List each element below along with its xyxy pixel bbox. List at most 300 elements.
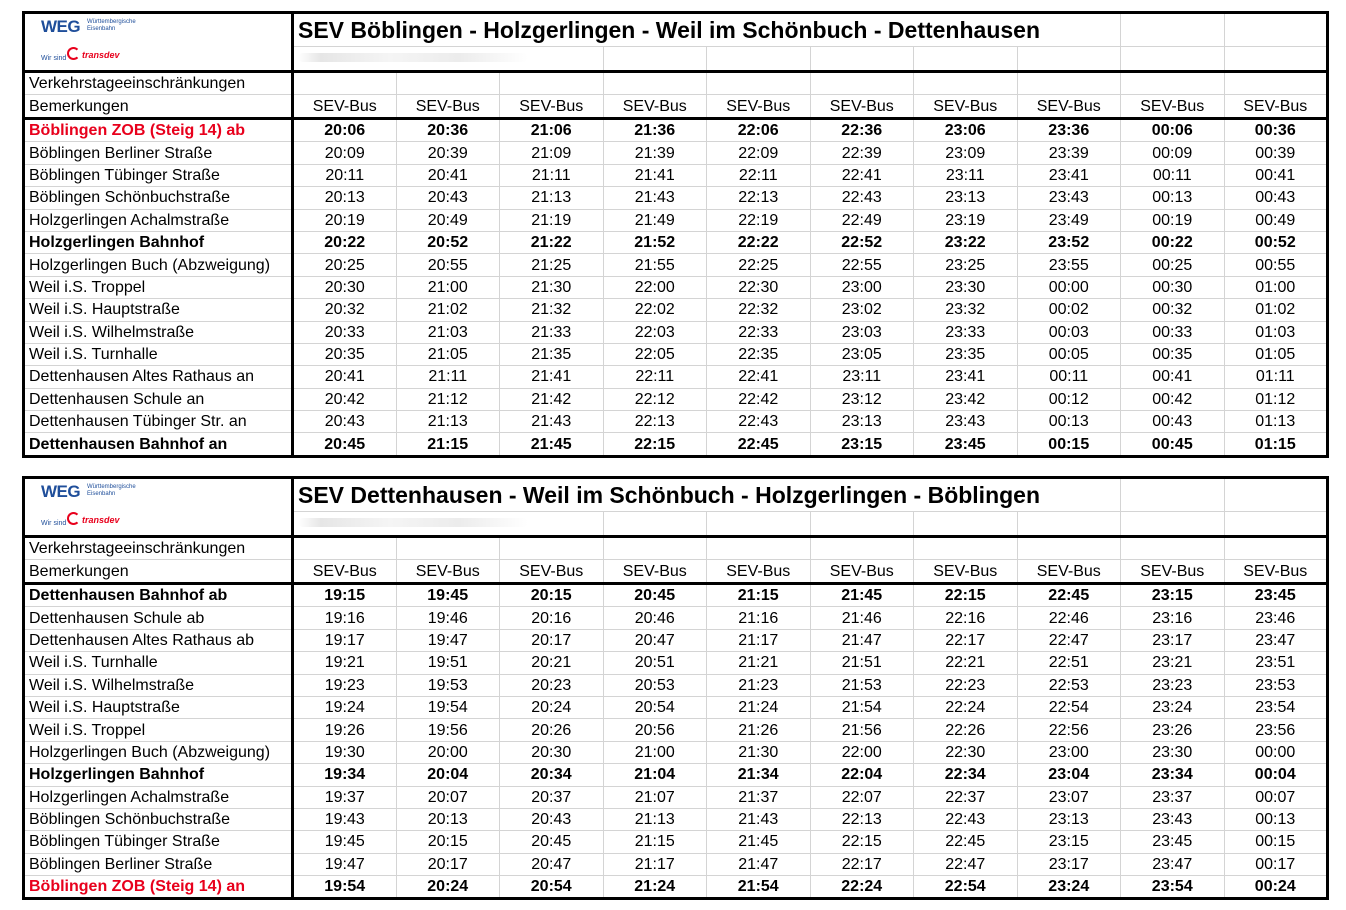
departure-time: 22:15	[810, 831, 914, 853]
departure-time: 00:07	[1224, 786, 1328, 808]
departure-time: 23:17	[1121, 629, 1225, 651]
departure-time: 21:51	[810, 652, 914, 674]
verkehrstage-cell	[707, 537, 811, 560]
departure-time: 23:30	[1121, 741, 1225, 763]
departure-time: 22:09	[707, 142, 811, 164]
verkehrstage-cell	[396, 72, 500, 95]
departure-time: 22:52	[810, 231, 914, 253]
stop-name: Weil i.S. Hauptstraße	[24, 299, 293, 321]
departure-time: 23:32	[914, 299, 1018, 321]
departure-time: 22:49	[810, 209, 914, 231]
departure-time: 20:22	[293, 231, 397, 253]
stop-row	[24, 321, 1328, 343]
departure-time: 23:15	[810, 433, 914, 456]
stop-name: Weil i.S. Wilhelmstraße	[24, 321, 293, 343]
stop-name: Böblingen Schönbuchstraße	[24, 808, 293, 830]
stop-name: Böblingen Berliner Straße	[24, 142, 293, 164]
departure-time: 22:25	[707, 254, 811, 276]
stop-name: Dettenhausen Altes Rathaus ab	[24, 629, 293, 651]
blank-cell	[707, 512, 811, 537]
departure-time: 20:46	[603, 607, 707, 629]
departure-time: 23:54	[1121, 876, 1225, 899]
departure-time: 22:26	[914, 719, 1018, 741]
weg-brand: WEG	[41, 17, 81, 36]
departure-time: 00:41	[1121, 366, 1225, 388]
departure-time: 21:35	[500, 343, 604, 365]
departure-time: 20:19	[293, 209, 397, 231]
departure-time: 21:15	[603, 831, 707, 853]
departure-time: 20:15	[500, 584, 604, 607]
departure-time: 22:51	[1017, 652, 1121, 674]
departure-time: 20:30	[500, 741, 604, 763]
departure-time: 00:25	[1121, 254, 1225, 276]
departure-time: 22:43	[914, 808, 1018, 830]
departure-time: 23:09	[914, 142, 1018, 164]
verkehrstage-cell	[293, 72, 397, 95]
departure-time: 20:49	[396, 209, 500, 231]
departure-time: 23:43	[1121, 808, 1225, 830]
train-type: SEV-Bus	[1224, 560, 1328, 584]
weg-brand-sub	[87, 484, 136, 498]
departure-time: 22:04	[810, 764, 914, 786]
departure-time: 20:41	[396, 164, 500, 186]
stop-name: Weil i.S. Wilhelmstraße	[24, 674, 293, 696]
departure-time: 22:34	[914, 764, 1018, 786]
departure-time: 22:32	[707, 299, 811, 321]
train-type: SEV-Bus	[500, 95, 604, 119]
departure-time: 21:47	[810, 629, 914, 651]
departure-time: 23:13	[810, 411, 914, 433]
blank-cell	[914, 512, 1018, 537]
departure-time: 22:45	[707, 433, 811, 456]
blank-cell	[1224, 47, 1328, 72]
stop-name: Holzgerlingen Buch (Abzweigung)	[24, 741, 293, 763]
departure-time: 19:21	[293, 652, 397, 674]
departure-time: 22:03	[603, 321, 707, 343]
departure-time: 20:26	[500, 719, 604, 741]
departure-time: 00:17	[1224, 853, 1328, 875]
stop-name: Böblingen Tübinger Straße	[24, 164, 293, 186]
departure-time: 20:47	[603, 629, 707, 651]
departure-time: 21:02	[396, 299, 500, 321]
timetable-title: SEV Böblingen - Holzgerlingen - Weil im Schönbuch - Dettenhausen	[293, 13, 1121, 47]
departure-time: 22:06	[707, 119, 811, 142]
train-type: SEV-Bus	[1224, 95, 1328, 119]
departure-time: 21:32	[500, 299, 604, 321]
departure-time: 21:03	[396, 321, 500, 343]
stop-name: Böblingen ZOB (Steig 14) an	[24, 876, 293, 899]
departure-time: 20:06	[293, 119, 397, 142]
blank-cell	[1224, 478, 1328, 512]
verkehrstage-cell	[293, 537, 397, 560]
departure-time: 20:13	[396, 808, 500, 830]
stop-name: Holzgerlingen Bahnhof	[24, 231, 293, 253]
stop-row	[24, 584, 1328, 607]
departure-time: 22:47	[1017, 629, 1121, 651]
departure-time: 20:45	[293, 433, 397, 456]
departure-time: 20:43	[293, 411, 397, 433]
wir-sind-text: Wir sind	[41, 55, 67, 62]
bemerkungen-row	[24, 560, 1328, 584]
departure-time: 21:45	[500, 433, 604, 456]
departure-time: 22:42	[707, 388, 811, 410]
departure-time: 00:55	[1224, 254, 1328, 276]
departure-time: 22:54	[1017, 696, 1121, 718]
departure-time: 00:04	[1224, 764, 1328, 786]
departure-time: 19:54	[396, 696, 500, 718]
weg-transdev-logo	[25, 479, 291, 535]
blank-cell	[1121, 478, 1225, 512]
stop-row	[24, 652, 1328, 674]
departure-time: 21:06	[500, 119, 604, 142]
departure-time: 22:15	[914, 584, 1018, 607]
departure-time: 23:25	[914, 254, 1018, 276]
weg-brand-sub	[87, 19, 136, 33]
departure-time: 21:42	[500, 388, 604, 410]
departure-time: 23:49	[1017, 209, 1121, 231]
departure-time: 20:39	[396, 142, 500, 164]
departure-time: 23:47	[1121, 853, 1225, 875]
departure-time: 20:23	[500, 674, 604, 696]
verkehrstage-label: Verkehrstageeinschränkungen	[24, 537, 293, 560]
departure-time: 21:54	[707, 876, 811, 899]
departure-time: 19:54	[293, 876, 397, 899]
stop-name: Holzgerlingen Achalmstraße	[24, 786, 293, 808]
departure-time: 19:47	[293, 853, 397, 875]
departure-time: 20:41	[293, 366, 397, 388]
departure-time: 01:13	[1224, 411, 1328, 433]
departure-time: 19:47	[396, 629, 500, 651]
departure-time: 19:56	[396, 719, 500, 741]
stop-row	[24, 119, 1328, 142]
blank-cell	[603, 47, 707, 72]
stop-row	[24, 366, 1328, 388]
departure-time: 23:21	[1121, 652, 1225, 674]
departure-time: 23:19	[914, 209, 1018, 231]
departure-time: 23:30	[914, 276, 1018, 298]
departure-time: 00:32	[1121, 299, 1225, 321]
transdev-text: transdev	[82, 515, 120, 525]
departure-time: 20:52	[396, 231, 500, 253]
departure-time: 21:11	[396, 366, 500, 388]
departure-time: 20:33	[293, 321, 397, 343]
stop-row	[24, 741, 1328, 763]
departure-time: 22:35	[707, 343, 811, 365]
departure-time: 22:13	[810, 808, 914, 830]
departure-time: 22:47	[914, 853, 1018, 875]
departure-time: 00:39	[1224, 142, 1328, 164]
departure-time: 22:02	[603, 299, 707, 321]
stop-name: Dettenhausen Schule ab	[24, 607, 293, 629]
departure-time: 22:45	[1017, 584, 1121, 607]
departure-time: 23:11	[810, 366, 914, 388]
departure-time: 23:12	[810, 388, 914, 410]
departure-time: 23:13	[914, 187, 1018, 209]
blank-cell	[914, 47, 1018, 72]
departure-time: 21:13	[500, 187, 604, 209]
departure-time: 21:19	[500, 209, 604, 231]
departure-time: 00:13	[1017, 411, 1121, 433]
departure-time: 23:24	[1017, 876, 1121, 899]
departure-time: 22:17	[810, 853, 914, 875]
departure-time: 21:17	[603, 853, 707, 875]
departure-time: 21:24	[707, 696, 811, 718]
departure-time: 21:04	[603, 764, 707, 786]
departure-time: 20:51	[603, 652, 707, 674]
departure-time: 22:43	[707, 411, 811, 433]
departure-time: 21:13	[603, 808, 707, 830]
stop-row	[24, 764, 1328, 786]
departure-time: 23:06	[914, 119, 1018, 142]
departure-time: 22:46	[1017, 607, 1121, 629]
stop-row	[24, 719, 1328, 741]
departure-time: 00:13	[1121, 187, 1225, 209]
departure-time: 22:16	[914, 607, 1018, 629]
stop-name: Böblingen Tübinger Straße	[24, 831, 293, 853]
departure-time: 22:22	[707, 231, 811, 253]
departure-time: 01:03	[1224, 321, 1328, 343]
departure-time: 21:16	[707, 607, 811, 629]
departure-time: 22:53	[1017, 674, 1121, 696]
departure-time: 21:23	[707, 674, 811, 696]
departure-time: 00:02	[1017, 299, 1121, 321]
departure-time: 00:06	[1121, 119, 1225, 142]
departure-time: 21:45	[810, 584, 914, 607]
departure-time: 21:13	[396, 411, 500, 433]
departure-time: 22:13	[603, 411, 707, 433]
departure-time: 20:43	[396, 187, 500, 209]
departure-time: 00:11	[1017, 366, 1121, 388]
train-type: SEV-Bus	[707, 560, 811, 584]
departure-time: 22:41	[810, 164, 914, 186]
stop-name: Weil i.S. Hauptstraße	[24, 696, 293, 718]
blank-cell	[1224, 13, 1328, 47]
departure-time: 23:43	[914, 411, 1018, 433]
departure-time: 00:00	[1224, 741, 1328, 763]
departure-time: 23:07	[1017, 786, 1121, 808]
departure-time: 21:11	[500, 164, 604, 186]
departure-time: 22:23	[914, 674, 1018, 696]
departure-time: 21:15	[396, 433, 500, 456]
bemerkungen-label: Bemerkungen	[24, 95, 293, 119]
departure-time: 21:37	[707, 786, 811, 808]
departure-time: 23:41	[914, 366, 1018, 388]
train-type: SEV-Bus	[914, 560, 1018, 584]
departure-time: 23:11	[914, 164, 1018, 186]
departure-time: 22:41	[707, 366, 811, 388]
stop-name: Holzgerlingen Buch (Abzweigung)	[24, 254, 293, 276]
departure-time: 23:03	[810, 321, 914, 343]
departure-time: 20:11	[293, 164, 397, 186]
departure-time: 22:19	[707, 209, 811, 231]
blank-cell	[1121, 512, 1225, 537]
verkehrstage-cell	[1224, 72, 1328, 95]
departure-time: 21:43	[707, 808, 811, 830]
departure-time: 23:05	[810, 343, 914, 365]
train-type: SEV-Bus	[603, 560, 707, 584]
train-type: SEV-Bus	[1017, 560, 1121, 584]
stop-name: Weil i.S. Turnhalle	[24, 652, 293, 674]
departure-time: 23:52	[1017, 231, 1121, 253]
departure-time: 20:36	[396, 119, 500, 142]
departure-time: 21:15	[707, 584, 811, 607]
verkehrstage-cell	[603, 537, 707, 560]
departure-time: 19:34	[293, 764, 397, 786]
stop-row	[24, 343, 1328, 365]
train-type: SEV-Bus	[603, 95, 707, 119]
stop-row	[24, 231, 1328, 253]
departure-time: 23:00	[1017, 741, 1121, 763]
departure-time: 20:35	[293, 343, 397, 365]
departure-time: 20:00	[396, 741, 500, 763]
verkehrstage-cell	[914, 72, 1018, 95]
departure-time: 01:15	[1224, 433, 1328, 456]
verkehrstage-cell	[1017, 537, 1121, 560]
weg-transdev-logo	[25, 14, 291, 70]
departure-time: 23:45	[1121, 831, 1225, 853]
stop-row	[24, 696, 1328, 718]
stop-name: Weil i.S. Troppel	[24, 276, 293, 298]
departure-time: 23:43	[1017, 187, 1121, 209]
departure-time: 20:17	[500, 629, 604, 651]
departure-time: 19:15	[293, 584, 397, 607]
train-type: SEV-Bus	[293, 560, 397, 584]
departure-time: 21:43	[603, 187, 707, 209]
transdev-swirl-icon	[67, 47, 80, 60]
departure-time: 20:09	[293, 142, 397, 164]
departure-time: 20:34	[500, 764, 604, 786]
departure-time: 19:16	[293, 607, 397, 629]
timetable-boeblingen-dettenhausen	[22, 11, 1329, 458]
departure-time: 00:30	[1121, 276, 1225, 298]
departure-time: 21:12	[396, 388, 500, 410]
departure-time: 19:26	[293, 719, 397, 741]
departure-time: 20:25	[293, 254, 397, 276]
departure-time: 20:21	[500, 652, 604, 674]
verkehrstage-cell	[810, 72, 914, 95]
departure-time: 01:02	[1224, 299, 1328, 321]
departure-time: 00:24	[1224, 876, 1328, 899]
stop-row	[24, 142, 1328, 164]
verkehrstage-cell	[707, 72, 811, 95]
departure-time: 23:35	[914, 343, 1018, 365]
departure-time: 20:07	[396, 786, 500, 808]
departure-time: 20:47	[500, 853, 604, 875]
stop-name: Böblingen Berliner Straße	[24, 853, 293, 875]
stop-row	[24, 164, 1328, 186]
train-type: SEV-Bus	[1017, 95, 1121, 119]
departure-time: 00:12	[1017, 388, 1121, 410]
departure-time: 23:34	[1121, 764, 1225, 786]
weg-sub-line1: Württembergische	[87, 19, 136, 25]
departure-time: 00:45	[1121, 433, 1225, 456]
stop-name: Dettenhausen Tübinger Str. an	[24, 411, 293, 433]
train-type: SEV-Bus	[914, 95, 1018, 119]
stop-name: Weil i.S. Turnhalle	[24, 343, 293, 365]
departure-time: 00:42	[1121, 388, 1225, 410]
departure-time: 22:12	[603, 388, 707, 410]
departure-time: 21:46	[810, 607, 914, 629]
departure-time: 23:17	[1017, 853, 1121, 875]
departure-time: 22:56	[1017, 719, 1121, 741]
departure-time: 00:49	[1224, 209, 1328, 231]
departure-time: 00:19	[1121, 209, 1225, 231]
transdev-logo	[67, 45, 120, 66]
departure-time: 00:11	[1121, 164, 1225, 186]
departure-time: 22:39	[810, 142, 914, 164]
redaction-smudge	[298, 53, 528, 62]
departure-time: 23:22	[914, 231, 1018, 253]
departure-time: 23:04	[1017, 764, 1121, 786]
departure-time: 21:43	[500, 411, 604, 433]
stop-row	[24, 853, 1328, 875]
departure-time: 21:22	[500, 231, 604, 253]
departure-time: 23:24	[1121, 696, 1225, 718]
stop-row	[24, 674, 1328, 696]
departure-time: 22:15	[603, 433, 707, 456]
departure-time: 22:21	[914, 652, 1018, 674]
departure-time: 21:45	[707, 831, 811, 853]
departure-time: 00:35	[1121, 343, 1225, 365]
departure-time: 22:43	[810, 187, 914, 209]
departure-time: 23:41	[1017, 164, 1121, 186]
departure-time: 23:56	[1224, 719, 1328, 741]
departure-time: 22:45	[914, 831, 1018, 853]
departure-time: 20:13	[293, 187, 397, 209]
departure-time: 22:24	[810, 876, 914, 899]
stop-name: Dettenhausen Schule an	[24, 388, 293, 410]
departure-time: 22:55	[810, 254, 914, 276]
departure-time: 23:16	[1121, 607, 1225, 629]
blank-cell	[1121, 13, 1225, 47]
blank-cell	[1224, 512, 1328, 537]
departure-time: 21:41	[500, 366, 604, 388]
verkehrstage-label: Verkehrstageeinschränkungen	[24, 72, 293, 95]
departure-time: 19:23	[293, 674, 397, 696]
departure-time: 21:54	[810, 696, 914, 718]
departure-time: 23:37	[1121, 786, 1225, 808]
departure-time: 00:05	[1017, 343, 1121, 365]
verkehrstage-cell	[810, 537, 914, 560]
stop-name: Dettenhausen Altes Rathaus an	[24, 366, 293, 388]
departure-time: 00:52	[1224, 231, 1328, 253]
departure-time: 20:45	[603, 584, 707, 607]
departure-time: 23:51	[1224, 652, 1328, 674]
departure-time: 21:52	[603, 231, 707, 253]
verkehrstage-cell	[914, 537, 1018, 560]
verkehrstage-cell	[500, 537, 604, 560]
train-type: SEV-Bus	[293, 95, 397, 119]
departure-time: 21:47	[707, 853, 811, 875]
departure-time: 22:54	[914, 876, 1018, 899]
blank-cell	[810, 47, 914, 72]
departure-time: 20:32	[293, 299, 397, 321]
departure-time: 20:17	[396, 853, 500, 875]
stop-row	[24, 629, 1328, 651]
wir-sind-text: Wir sind	[41, 520, 67, 527]
verkehrstage-cell	[1017, 72, 1121, 95]
departure-time: 01:05	[1224, 343, 1328, 365]
blank-cell	[1017, 512, 1121, 537]
train-type: SEV-Bus	[396, 560, 500, 584]
redaction-smudge	[298, 518, 528, 527]
verkehrstage-row	[24, 72, 1328, 95]
departure-time: 20:53	[603, 674, 707, 696]
departure-time: 19:45	[396, 584, 500, 607]
departure-time: 20:15	[396, 831, 500, 853]
departure-time: 01:12	[1224, 388, 1328, 410]
weg-sub-line2: Eisenbahn	[87, 26, 116, 32]
